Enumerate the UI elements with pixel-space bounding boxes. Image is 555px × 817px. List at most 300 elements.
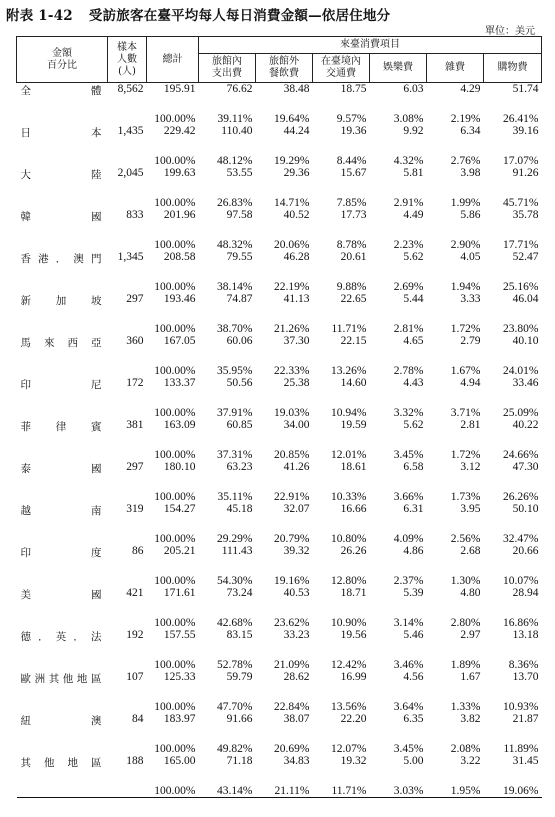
sample-size: 86 [132,545,144,557]
item-amount: 1.67 [460,671,481,683]
total-amount: 201.96 [163,209,196,221]
item-percent: 20.06% [274,239,310,251]
table-row-percent [17,566,542,587]
sample-size: 107 [126,671,144,683]
empty-cell [108,272,147,293]
item-percent: 32.47% [503,533,539,545]
empty-cell [17,734,108,755]
total-percent: 100.00% [154,449,196,461]
total-percent: 100.00% [154,407,196,419]
item-amount: 83.15 [226,629,253,641]
item-percent: 2.69% [393,281,424,293]
item-amount: 2.68 [460,545,481,557]
item-amount: 4.86 [403,545,424,557]
item-percent: 23.80% [503,323,539,335]
table-row-amount [17,251,542,272]
item-amount: 39.16 [512,125,539,137]
item-percent: 26.83% [217,197,253,209]
item-percent: 1.72% [450,323,481,335]
total-percent: 100.00% [154,659,196,671]
item-header-line-1: 在臺境內 [321,56,361,67]
item-percent: 19.03% [274,407,310,419]
item-percent: 24.01% [503,365,539,377]
region-name: 新加坡 [20,295,102,307]
item-header-line-1: 旅館內 [212,56,242,67]
item-amount: 110.40 [221,125,253,137]
table-title [6,4,390,24]
item-amount: 14.60 [340,377,367,389]
table-row-amount [17,125,542,146]
item-percent: 22.33% [274,365,310,377]
item-percent: 22.19% [274,281,310,293]
item-percent: 16.86% [503,617,539,629]
item-amount: 19.56 [340,629,367,641]
empty-cell [108,734,147,755]
item-percent: 19.29% [274,155,310,167]
table-row-amount [17,335,542,356]
item-amount: 4.05 [460,251,481,263]
item-percent: 2.08% [450,743,481,755]
item-amount: 63.23 [226,461,253,473]
region-name: 韓國 [20,211,102,223]
empty-cell [108,146,147,167]
item-percent: 2.56% [450,533,481,545]
item-percent: 17.71% [503,239,539,251]
sample-size: 8,562 [117,83,144,95]
region-name: 紐澳 [20,715,102,727]
sample-size: 297 [126,293,144,305]
item-percent: 9.57% [336,113,367,125]
empty-cell [17,146,108,167]
total-amount: 125.33 [163,671,196,683]
total-percent: 100.00% [154,617,196,629]
item-amount: 59.79 [226,671,253,683]
total-amount: 199.63 [163,167,196,179]
item-amount: 5.62 [403,251,424,263]
item-percent: 2.19% [450,113,481,125]
empty-cell [108,524,147,545]
item-percent: 54.30% [217,575,253,587]
sample-size: 188 [126,755,144,767]
item-percent: 12.01% [331,449,367,461]
item-percent: 13.56% [331,701,367,713]
item-amount: 4.65 [403,335,424,347]
sample-size: 319 [126,503,144,515]
table-number: 附表 1-42 [6,8,73,24]
item-amount: 18.75 [340,83,367,95]
item-amount: 2.97 [460,629,481,641]
item-amount: 35.78 [512,209,539,221]
item-header-line-1: 旅館外 [269,56,299,67]
empty-cell [17,566,108,587]
sample-size: 360 [126,335,144,347]
item-percent: 23.62% [274,617,310,629]
item-percent: 24.66% [503,449,539,461]
item-percent: 8.44% [336,155,367,167]
table-row-percent [17,524,542,545]
region-name: 其他地區 [20,757,102,769]
total-percent: 100.00% [154,197,196,209]
total-percent: 100.00% [154,323,196,335]
item-header-dining [256,54,313,83]
region-name: 香港．澳門 [20,253,102,265]
table-row-percent [17,146,542,167]
item-amount: 5.86 [460,209,481,221]
table-row-amount [17,503,542,524]
item-amount: 5.46 [403,629,424,641]
item-amount: 32.07 [283,503,310,515]
empty-cell [108,566,147,587]
item-amount: 5.44 [403,293,424,305]
empty-cell [108,230,147,251]
item-percent: 12.80% [331,575,367,587]
total-percent: 100.00% [154,575,196,587]
item-percent: 1.67% [450,365,481,377]
empty-cell [17,482,108,503]
item-amount: 40.22 [512,419,539,431]
item-amount: 51.74 [512,83,539,95]
empty-cell [108,776,147,798]
table-row-percent [17,230,542,251]
item-amount: 16.99 [340,671,367,683]
item-percent: 11.71% [313,776,370,798]
sample-size: 2,045 [117,167,144,179]
item-amount: 53.55 [226,167,253,179]
item-percent: 2.78% [393,365,424,377]
total-amount: 193.46 [163,293,196,305]
item-amount: 15.67 [340,167,367,179]
empty-cell [108,356,147,377]
total-percent: 100.00% [154,113,196,125]
item-percent: 3.08% [393,113,424,125]
empty-cell [17,398,108,419]
empty-cell [17,776,108,798]
total-amount: 165.00 [163,755,196,767]
item-amount: 50.56 [226,377,253,389]
table-title-text: 受訪旅客在臺平均每人每日消費金額—依居住地分 [88,8,391,24]
item-percent: 10.90% [331,617,367,629]
empty-cell [17,650,108,671]
item-percent: 13.26% [331,365,367,377]
item-amount: 2.79 [460,335,481,347]
table-row-amount [17,293,542,314]
table-row-amount [17,461,542,482]
item-amount: 28.94 [512,587,539,599]
expenditure-table [16,36,542,798]
empty-cell [108,608,147,629]
total-percent: 100.00% [147,776,199,798]
item-amount: 5.62 [403,419,424,431]
item-amount: 19.59 [340,419,367,431]
total-percent: 100.00% [154,743,196,755]
empty-cell [17,692,108,713]
item-amount: 91.66 [226,713,253,725]
total-amount: 229.42 [163,125,196,137]
table-row-amount [17,377,542,398]
region-name: 歐洲其他地區 [20,673,102,685]
table-row-percent [17,188,542,209]
item-amount: 6.31 [403,503,424,515]
table-row-amount [17,713,542,734]
total-amount: 180.10 [163,461,196,473]
empty-cell [17,272,108,293]
item-percent: 11.89% [503,743,539,755]
table-row-amount [17,167,542,188]
item-percent: 20.79% [274,533,310,545]
total-amount: 167.05 [163,335,196,347]
item-amount: 74.87 [226,293,253,305]
item-amount: 4.94 [460,377,481,389]
item-percent: 25.16% [503,281,539,293]
item-amount: 25.38 [283,377,310,389]
item-percent: 1.95% [427,776,484,798]
item-percent: 22.84% [274,701,310,713]
item-amount: 20.61 [340,251,367,263]
empty-cell [17,314,108,335]
table-row-amount [17,671,542,692]
item-amount: 38.07 [283,713,310,725]
item-header-miscellaneous: 雜費 [427,54,484,83]
item-amount: 3.98 [460,167,481,179]
total-amount: 183.97 [163,713,196,725]
item-amount: 21.87 [512,713,539,725]
table-row-amount [17,587,542,608]
empty-cell [108,692,147,713]
item-percent: 3.71% [450,407,481,419]
item-amount: 29.36 [283,167,310,179]
item-percent: 12.07% [331,743,367,755]
table-row-amount [17,629,542,650]
item-percent: 12.42% [331,659,367,671]
item-percent: 3.03% [370,776,427,798]
item-amount: 4.80 [460,587,481,599]
item-percent: 26.26% [503,491,539,503]
item-percent: 3.45% [393,743,424,755]
item-amount: 46.28 [283,251,310,263]
total-amount: 163.09 [163,419,196,431]
item-amount: 91.26 [512,167,539,179]
item-percent: 4.32% [393,155,424,167]
sample-size: 1,345 [117,251,144,263]
item-percent: 2.90% [450,239,481,251]
item-percent: 35.11% [217,491,253,503]
item-amount: 5.81 [403,167,424,179]
region-name: 美國 [20,589,102,601]
item-header-transport [313,54,370,83]
item-amount: 41.13 [283,293,310,305]
table-row-percent [17,692,542,713]
item-percent: 3.45% [393,449,424,461]
sample-header-line-1: 樣本 [117,41,137,53]
empty-cell [17,524,108,545]
item-amount: 22.20 [340,713,367,725]
item-amount: 47.30 [512,461,539,473]
item-percent: 17.07% [503,155,539,167]
sample-size: 833 [126,209,144,221]
total-percent: 100.00% [154,281,196,293]
item-amount: 46.04 [512,293,539,305]
item-percent: 2.80% [450,617,481,629]
item-amount: 71.18 [226,755,253,767]
total-amount: 171.61 [163,587,196,599]
item-percent: 38.14% [217,281,253,293]
item-percent: 3.14% [393,617,424,629]
item-amount: 73.24 [226,587,253,599]
item-amount: 39.32 [283,545,310,557]
item-percent: 7.85% [336,197,367,209]
total-amount: 205.21 [163,545,196,557]
total-percent: 100.00% [154,533,196,545]
region-name: 日本 [20,127,102,139]
item-amount: 37.30 [283,335,310,347]
region-name: 全體 [20,85,102,97]
item-header-shopping: 購物費 [484,54,542,83]
item-percent: 21.26% [274,323,310,335]
item-amount: 111.43 [221,545,253,557]
item-amount: 17.73 [340,209,367,221]
item-percent: 35.95% [217,365,253,377]
total-amount: 157.55 [163,629,196,641]
region-name: 菲律賓 [20,421,102,433]
sample-header-line-2: 人數 [117,53,137,65]
table-row-percent [17,314,542,335]
item-amount: 3.12 [460,461,481,473]
table-row-percent [17,608,542,629]
item-percent: 38.70% [217,323,253,335]
table-row-percent [17,776,542,798]
item-amount: 22.65 [340,293,367,305]
sample-size: 1,435 [117,125,144,137]
item-percent: 4.09% [393,533,424,545]
item-amount: 18.61 [340,461,367,473]
item-amount: 19.36 [340,125,367,137]
unit-label: 單位：美元 [485,26,535,37]
item-amount: 6.34 [460,125,481,137]
item-amount: 3.33 [460,293,481,305]
item-amount: 4.49 [403,209,424,221]
item-percent: 48.32% [217,239,253,251]
item-amount: 60.85 [226,419,253,431]
item-percent: 10.93% [503,701,539,713]
empty-cell [17,356,108,377]
item-percent: 48.12% [217,155,253,167]
empty-cell [108,398,147,419]
item-amount: 3.22 [460,755,481,767]
item-percent: 1.89% [450,659,481,671]
item-amount: 5.39 [403,587,424,599]
empty-cell [108,650,147,671]
items-group-header: 來臺消費項目 [199,37,542,54]
table-row-percent [17,650,542,671]
item-percent: 21.11% [256,776,313,798]
empty-cell [108,188,147,209]
item-amount: 34.00 [283,419,310,431]
item-amount: 9.92 [403,125,424,137]
item-amount: 13.18 [512,629,539,641]
item-amount: 34.83 [283,755,310,767]
empty-cell [108,482,147,503]
table-row-amount [17,209,542,230]
corner-header [17,37,108,83]
item-amount: 20.66 [512,545,539,557]
item-percent: 19.64% [274,113,310,125]
item-percent: 10.07% [503,575,539,587]
item-amount: 6.58 [403,461,424,473]
item-percent: 1.99% [450,197,481,209]
region-name: 泰國 [20,463,102,475]
item-amount: 60.06 [226,335,253,347]
table-row-percent [17,356,542,377]
table-row-percent [17,104,542,125]
item-amount: 4.56 [403,671,424,683]
region-name: 印度 [20,547,102,559]
item-amount: 40.52 [283,209,310,221]
item-percent: 2.23% [393,239,424,251]
empty-cell [108,104,147,125]
table-row-amount [17,83,542,105]
sample-size: 172 [126,377,144,389]
item-header-entertainment: 娛樂費 [370,54,427,83]
item-percent: 10.94% [331,407,367,419]
item-amount: 28.62 [283,671,310,683]
total-amount: 195.91 [163,83,196,95]
item-percent: 2.81% [393,323,424,335]
table-body [17,83,542,798]
sample-size: 421 [126,587,144,599]
sample-size: 297 [126,461,144,473]
total-percent: 100.00% [154,491,196,503]
sample-size: 381 [126,419,144,431]
item-amount: 76.62 [226,83,253,95]
sample-size-header [108,37,147,83]
item-header-line-2: 餐飲費 [269,68,299,79]
table-row-amount [17,419,542,440]
item-amount: 26.26 [340,545,367,557]
empty-cell [17,440,108,461]
total-percent: 100.00% [154,239,196,251]
item-percent: 25.09% [503,407,539,419]
item-percent: 19.06% [484,776,542,798]
item-amount: 50.10 [512,503,539,515]
item-amount: 33.46 [512,377,539,389]
item-percent: 1.94% [450,281,481,293]
item-percent: 8.78% [336,239,367,251]
item-amount: 31.45 [512,755,539,767]
item-percent: 10.80% [331,533,367,545]
item-amount: 40.53 [283,587,310,599]
total-percent: 100.00% [154,155,196,167]
item-percent: 8.36% [508,659,539,671]
total-percent: 100.00% [154,365,196,377]
item-amount: 79.55 [226,251,253,263]
item-percent: 1.33% [450,701,481,713]
item-percent: 14.71% [274,197,310,209]
item-amount: 19.32 [340,755,367,767]
item-amount: 3.95 [460,503,481,515]
corner-header-line-2: 百分比 [47,59,77,71]
item-percent: 29.29% [217,533,253,545]
item-percent: 3.46% [393,659,424,671]
total-amount: 208.58 [163,251,196,263]
table-row-amount [17,755,542,776]
item-amount: 44.24 [283,125,310,137]
item-header-line-2: 交通費 [326,68,356,79]
item-amount: 22.15 [340,335,367,347]
item-percent: 3.66% [393,491,424,503]
item-percent: 2.76% [450,155,481,167]
item-percent: 43.14% [199,776,256,798]
item-amount: 45.18 [226,503,253,515]
